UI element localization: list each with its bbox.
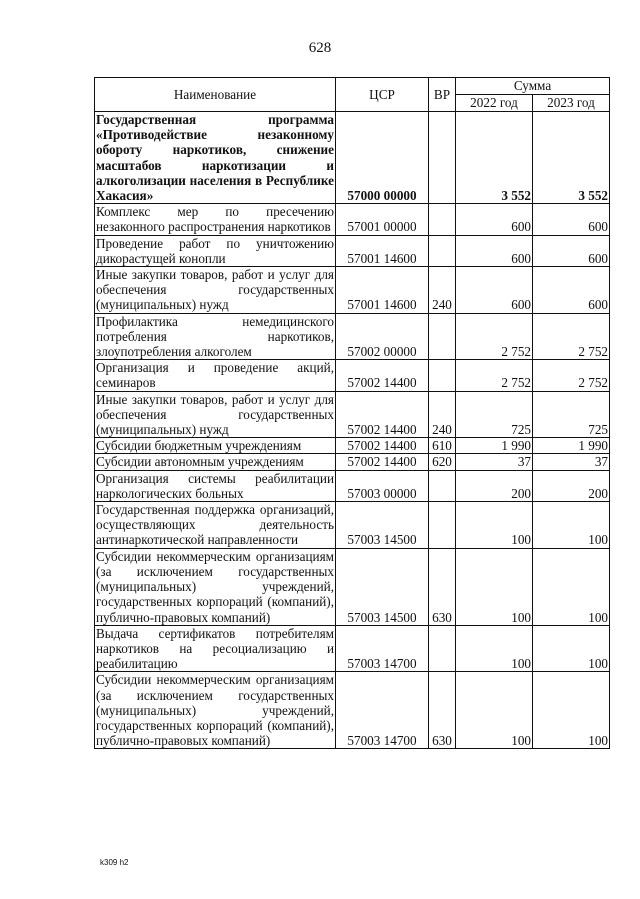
row-code: 57002 14400	[336, 360, 429, 391]
row-amount-2022: 1 990	[456, 438, 533, 454]
row-code: 57000 00000	[336, 112, 429, 204]
row-name: Проведение работ по уничтожению дикорастущей конопли	[96, 235, 334, 266]
row-amount-2022: 100	[456, 548, 533, 625]
row-amount-2022: 200	[456, 470, 533, 501]
budget-table	[94, 77, 610, 749]
row-amount-2023: 37	[533, 454, 610, 470]
row-name: Субсидии автономным учреждениям	[95, 454, 336, 470]
row-amount-2023: 100	[533, 672, 610, 749]
row-name: Комплекс мер по пресечению незаконного распространения наркотиков	[96, 204, 334, 235]
row-code: 57003 14500	[336, 502, 429, 549]
row-vr	[429, 204, 456, 235]
row-vr	[429, 470, 456, 501]
row-amount-2023: 600	[533, 235, 610, 266]
table-row	[95, 625, 610, 672]
footer-code: k309 h2	[100, 858, 129, 867]
row-vr	[429, 235, 456, 266]
table-row	[95, 454, 610, 470]
row-vr	[429, 502, 456, 549]
row-amount-2023: 100	[533, 548, 610, 625]
row-amount-2023: 2 752	[533, 313, 610, 360]
row-name: Субсидии некоммерческим организациям (за исключением государственных (муниципальных) учреждений, государственных корпораций (компаний), публично-правовых компаний)	[96, 548, 334, 625]
row-name: Иные закупки товаров, работ и услуг для обеспечения государственных (муниципальных) нужд	[96, 391, 334, 438]
row-vr: 630	[429, 548, 456, 625]
table-row	[95, 360, 610, 391]
row-vr: 240	[429, 391, 456, 438]
row-amount-2023: 600	[533, 204, 610, 235]
row-amount-2023: 100	[533, 502, 610, 549]
row-vr	[429, 625, 456, 672]
row-amount-2022: 600	[456, 267, 533, 314]
row-amount-2022: 600	[456, 204, 533, 235]
row-code: 57003 00000	[336, 470, 429, 501]
table-body	[95, 112, 610, 749]
row-amount-2023: 3 552	[533, 112, 610, 204]
table-row	[95, 204, 610, 235]
header-year-2022: 2022 год	[456, 95, 533, 112]
row-code: 57002 14400	[336, 438, 429, 454]
row-name: Профилактика немедицинского потребления наркотиков, злоупотребления алкоголем	[96, 313, 334, 360]
row-code: 57001 14600	[336, 235, 429, 266]
row-name: Субсидии бюджетным учреждениям	[95, 438, 336, 454]
header-vr: ВР	[429, 78, 456, 112]
row-amount-2022: 100	[456, 502, 533, 549]
table-row	[95, 502, 610, 549]
row-name: Субсидии некоммерческим организациям (за исключением государственных (муниципальных) учреждений, государственных корпораций (компаний), публично-правовых компаний)	[96, 672, 334, 749]
row-vr	[429, 360, 456, 391]
table-row	[95, 391, 610, 438]
row-name: Выдача сертификатов потребителям наркотиков на ресоциализацию и реабилитацию	[96, 625, 334, 672]
row-amount-2023: 1 990	[533, 438, 610, 454]
page-number: 628	[308, 40, 332, 56]
row-amount-2023: 600	[533, 267, 610, 314]
row-code: 57003 14500	[336, 548, 429, 625]
row-vr: 630	[429, 672, 456, 749]
row-amount-2023: 100	[533, 625, 610, 672]
row-code: 57001 14600	[336, 267, 429, 314]
header-name: Наименование	[95, 78, 336, 112]
row-amount-2023: 725	[533, 391, 610, 438]
row-amount-2022: 100	[456, 672, 533, 749]
row-name: Организация и проведение акций, семинаров	[96, 360, 334, 391]
table-row	[95, 267, 610, 314]
header-sum: Сумма	[456, 78, 610, 95]
row-amount-2022: 2 752	[456, 313, 533, 360]
row-amount-2022: 2 752	[456, 360, 533, 391]
row-vr	[429, 313, 456, 360]
row-code: 57002 14400	[336, 454, 429, 470]
table-row	[95, 548, 610, 625]
row-amount-2022: 600	[456, 235, 533, 266]
row-code: 57002 00000	[336, 313, 429, 360]
table-row	[95, 112, 610, 204]
row-amount-2022: 37	[456, 454, 533, 470]
row-amount-2022: 725	[456, 391, 533, 438]
row-vr: 620	[429, 454, 456, 470]
row-code: 57001 00000	[336, 204, 429, 235]
row-code: 57003 14700	[336, 625, 429, 672]
table-row	[95, 235, 610, 266]
row-name: Государственная поддержка организаций, осуществляющих деятельность антинаркотической направленности	[96, 502, 334, 548]
row-amount-2023: 200	[533, 470, 610, 501]
table-row	[95, 672, 610, 749]
table-row	[95, 438, 610, 454]
table-row	[95, 313, 610, 360]
header-year-2023: 2023 год	[533, 95, 610, 112]
row-name: Иные закупки товаров, работ и услуг для обеспечения государственных (муниципальных) нужд	[96, 267, 334, 313]
row-amount-2022: 3 552	[456, 112, 533, 204]
table-row	[95, 470, 610, 501]
row-vr: 610	[429, 438, 456, 454]
header-code: ЦСР	[336, 78, 429, 112]
row-name: Организация системы реабилитации наркологических больных	[96, 470, 334, 501]
row-code: 57002 14400	[336, 391, 429, 438]
row-code: 57003 14700	[336, 672, 429, 749]
row-vr	[429, 112, 456, 204]
row-amount-2022: 100	[456, 625, 533, 672]
row-vr: 240	[429, 267, 456, 314]
row-name: Государственная программа «Противодействие незаконному обороту наркотиков, снижение масштабов наркотизации и алкоголизации населения в Республике Хакасия»	[96, 112, 334, 204]
row-amount-2023: 2 752	[533, 360, 610, 391]
